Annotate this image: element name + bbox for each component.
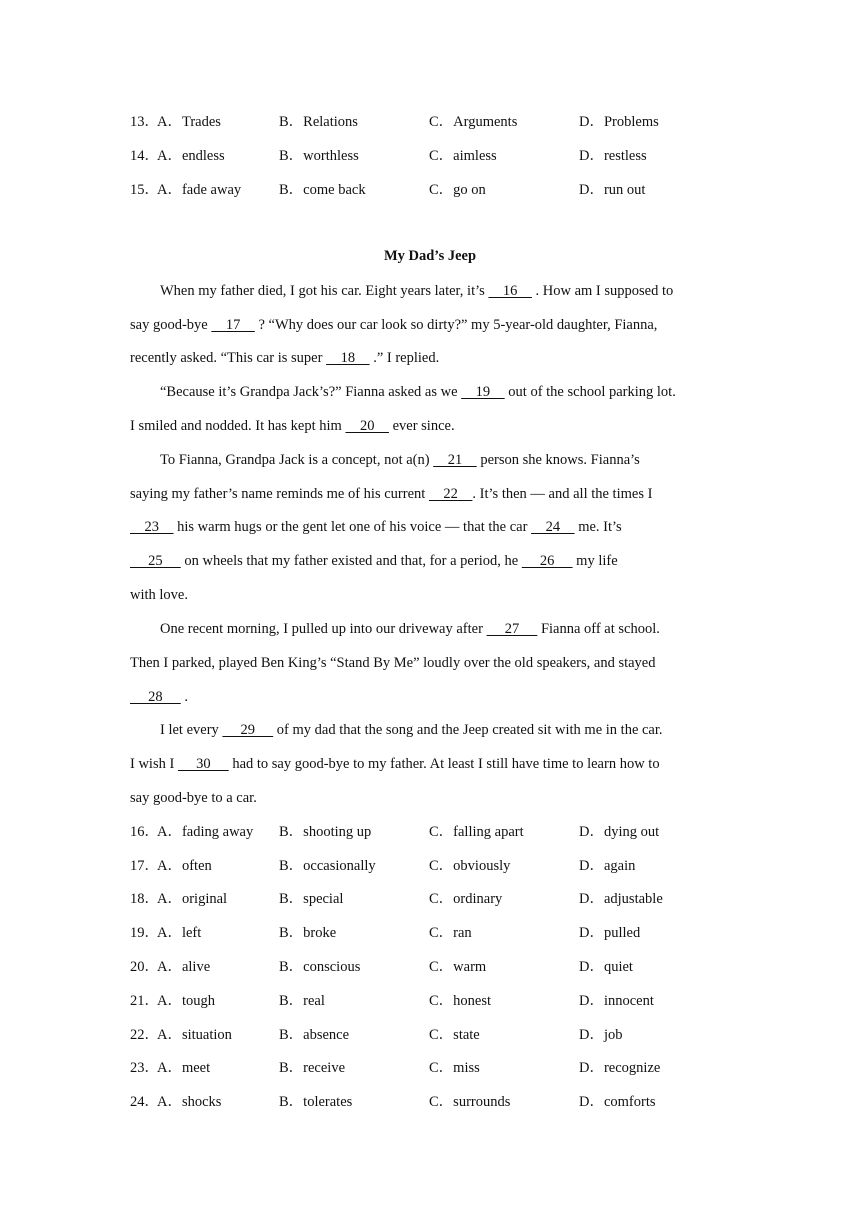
option-d: D．job xyxy=(579,1027,623,1043)
question-number: 14． xyxy=(130,148,159,164)
option-b: B．occasionally xyxy=(279,858,376,874)
passage-line xyxy=(130,517,622,537)
option-d: D．comforts xyxy=(579,1094,656,1110)
question-number: 13． xyxy=(130,114,159,130)
passage-text: say good-bye xyxy=(130,317,212,333)
option-c: C．obviously xyxy=(429,858,511,874)
option-d: D．restless xyxy=(579,148,647,164)
passage-text: ever since. xyxy=(388,418,455,434)
option-d: D．Problems xyxy=(579,114,659,130)
blank-25: 25 xyxy=(130,553,181,569)
passage-text: had to say good-bye to my father. At least I still have time to learn how to xyxy=(228,756,660,772)
passage-line xyxy=(160,382,676,402)
passage-line xyxy=(130,416,455,436)
option-c: C．aimless xyxy=(429,148,497,164)
option-b: B．conscious xyxy=(279,959,361,975)
passage-text: .” I replied. xyxy=(369,350,440,366)
passage-text: I wish I xyxy=(130,756,178,772)
option-d: D．quiet xyxy=(579,959,633,975)
option-a: A．left xyxy=(157,925,202,941)
option-a: A．tough xyxy=(157,993,215,1009)
passage-line xyxy=(160,619,660,639)
passage-line xyxy=(130,551,618,571)
passage-text: Fianna off at school. xyxy=(537,621,660,637)
passage-line xyxy=(130,754,660,774)
option-b: B．Relations xyxy=(279,114,358,130)
option-c: C．Arguments xyxy=(429,114,518,130)
blank-18: 18 xyxy=(326,350,370,366)
blank-28: 28 xyxy=(130,689,181,705)
passage-line xyxy=(130,348,439,368)
option-a: A．often xyxy=(157,858,212,874)
passage-text: his warm hugs or the gent let one of his voice — that the car xyxy=(173,519,532,535)
passage-text: person she knows. Fianna’s xyxy=(476,452,640,468)
option-b: B．worthless xyxy=(279,148,359,164)
passage-text: recently asked. “This car is super xyxy=(130,350,327,366)
option-b: B．special xyxy=(279,891,344,907)
passage-text: saying my father’s name reminds me of his current xyxy=(130,486,429,502)
passage-text: say good-bye to a car. xyxy=(130,790,257,806)
blank-24: 24 xyxy=(531,519,575,535)
passage-line xyxy=(160,720,663,740)
option-c: C．state xyxy=(429,1027,480,1043)
option-d: D．pulled xyxy=(579,925,641,941)
option-d: D．recognize xyxy=(579,1060,661,1076)
blank-16: 16 xyxy=(488,283,532,299)
blank-20: 20 xyxy=(345,418,389,434)
blank-21: 21 xyxy=(433,452,477,468)
question-number: 16． xyxy=(130,824,159,840)
option-c: C．honest xyxy=(429,993,492,1009)
option-a: A．meet xyxy=(157,1060,211,1076)
passage-text: I let every xyxy=(160,722,223,738)
question-number: 18． xyxy=(130,891,159,907)
option-a: A．alive xyxy=(157,959,211,975)
passage-line xyxy=(130,788,257,808)
passage-text: with love. xyxy=(130,587,188,603)
passage-line xyxy=(130,585,188,605)
question-number: 17． xyxy=(130,858,159,874)
passage-text: of my dad that the song and the Jeep created sit with me in the car. xyxy=(273,722,663,738)
passage-text: When my father died, I got his car. Eight years later, it’s xyxy=(160,283,489,299)
passage-line xyxy=(160,450,640,470)
option-d: D．adjustable xyxy=(579,891,663,907)
blank-29: 29 xyxy=(222,722,274,738)
option-b: B．real xyxy=(279,993,325,1009)
passage-line xyxy=(160,281,673,301)
option-a: A．fading away xyxy=(157,824,254,840)
option-b: B．absence xyxy=(279,1027,350,1043)
question-number: 15． xyxy=(130,182,159,198)
option-a: A．situation xyxy=(157,1027,232,1043)
option-a: A．original xyxy=(157,891,228,907)
option-c: C．surrounds xyxy=(429,1094,511,1110)
blank-26: 26 xyxy=(521,553,573,569)
option-d: D．dying out xyxy=(579,824,660,840)
option-c: C．go on xyxy=(429,182,486,198)
option-b: B．broke xyxy=(279,925,337,941)
option-a: A．endless xyxy=(157,148,225,164)
question-number: 23． xyxy=(130,1060,159,1076)
option-b: B．tolerates xyxy=(279,1094,353,1110)
passage-line xyxy=(130,687,188,707)
option-b: B．come back xyxy=(279,182,366,198)
blank-27: 27 xyxy=(486,621,538,637)
passage-text: on wheels that my father existed and that, for a period, he xyxy=(180,553,522,569)
passage-text: Then I parked, played Ben King’s “Stand By Me” loudly over the old speakers, and stayed xyxy=(130,655,656,671)
passage-text: To Fianna, Grandpa Jack is a concept, not a(n) xyxy=(160,452,434,468)
passage-text: me. It’s xyxy=(574,519,622,535)
option-b: B．shooting up xyxy=(279,824,372,840)
option-d: D．innocent xyxy=(579,993,654,1009)
question-number: 20． xyxy=(130,959,159,975)
option-c: C．ran xyxy=(429,925,472,941)
option-a: A．shocks xyxy=(157,1094,222,1110)
option-d: D．again xyxy=(579,858,636,874)
blank-30: 30 xyxy=(177,756,229,772)
question-number: 24． xyxy=(130,1094,159,1110)
passage-text: “Because it’s Grandpa Jack’s?” Fianna asked as we xyxy=(160,384,462,400)
passage-text: I smiled and nodded. It has kept him xyxy=(130,418,346,434)
option-c: C．falling apart xyxy=(429,824,524,840)
blank-19: 19 xyxy=(461,384,505,400)
question-number: 22． xyxy=(130,1027,159,1043)
passage-text: . It’s then — and all the times I xyxy=(472,486,653,502)
passage-text: ? “Why does our car look so dirty?” my 5-year-old daughter, Fianna, xyxy=(254,317,658,333)
passage-text: . How am I supposed to xyxy=(531,283,674,299)
option-a: A．Trades xyxy=(157,114,221,130)
question-number: 21． xyxy=(130,993,159,1009)
option-c: C．ordinary xyxy=(429,891,503,907)
passage-line xyxy=(130,315,657,335)
passage-title: My Dad’s Jeep xyxy=(383,248,477,264)
blank-22: 22 xyxy=(428,486,473,502)
option-c: C．miss xyxy=(429,1060,480,1076)
passage-line xyxy=(130,653,656,673)
option-a: A．fade away xyxy=(157,182,242,198)
passage-text: . xyxy=(180,689,188,705)
passage-text: out of the school parking lot. xyxy=(504,384,676,400)
option-d: D．run out xyxy=(579,182,646,198)
blank-23: 23 xyxy=(130,519,174,535)
passage-text: One recent morning, I pulled up into our driveway after xyxy=(160,621,487,637)
passage-text: my life xyxy=(572,553,618,569)
blank-17: 17 xyxy=(211,317,255,333)
option-c: C．warm xyxy=(429,959,487,975)
question-number: 19． xyxy=(130,925,159,941)
option-b: B．receive xyxy=(279,1060,346,1076)
passage-line xyxy=(130,484,652,504)
